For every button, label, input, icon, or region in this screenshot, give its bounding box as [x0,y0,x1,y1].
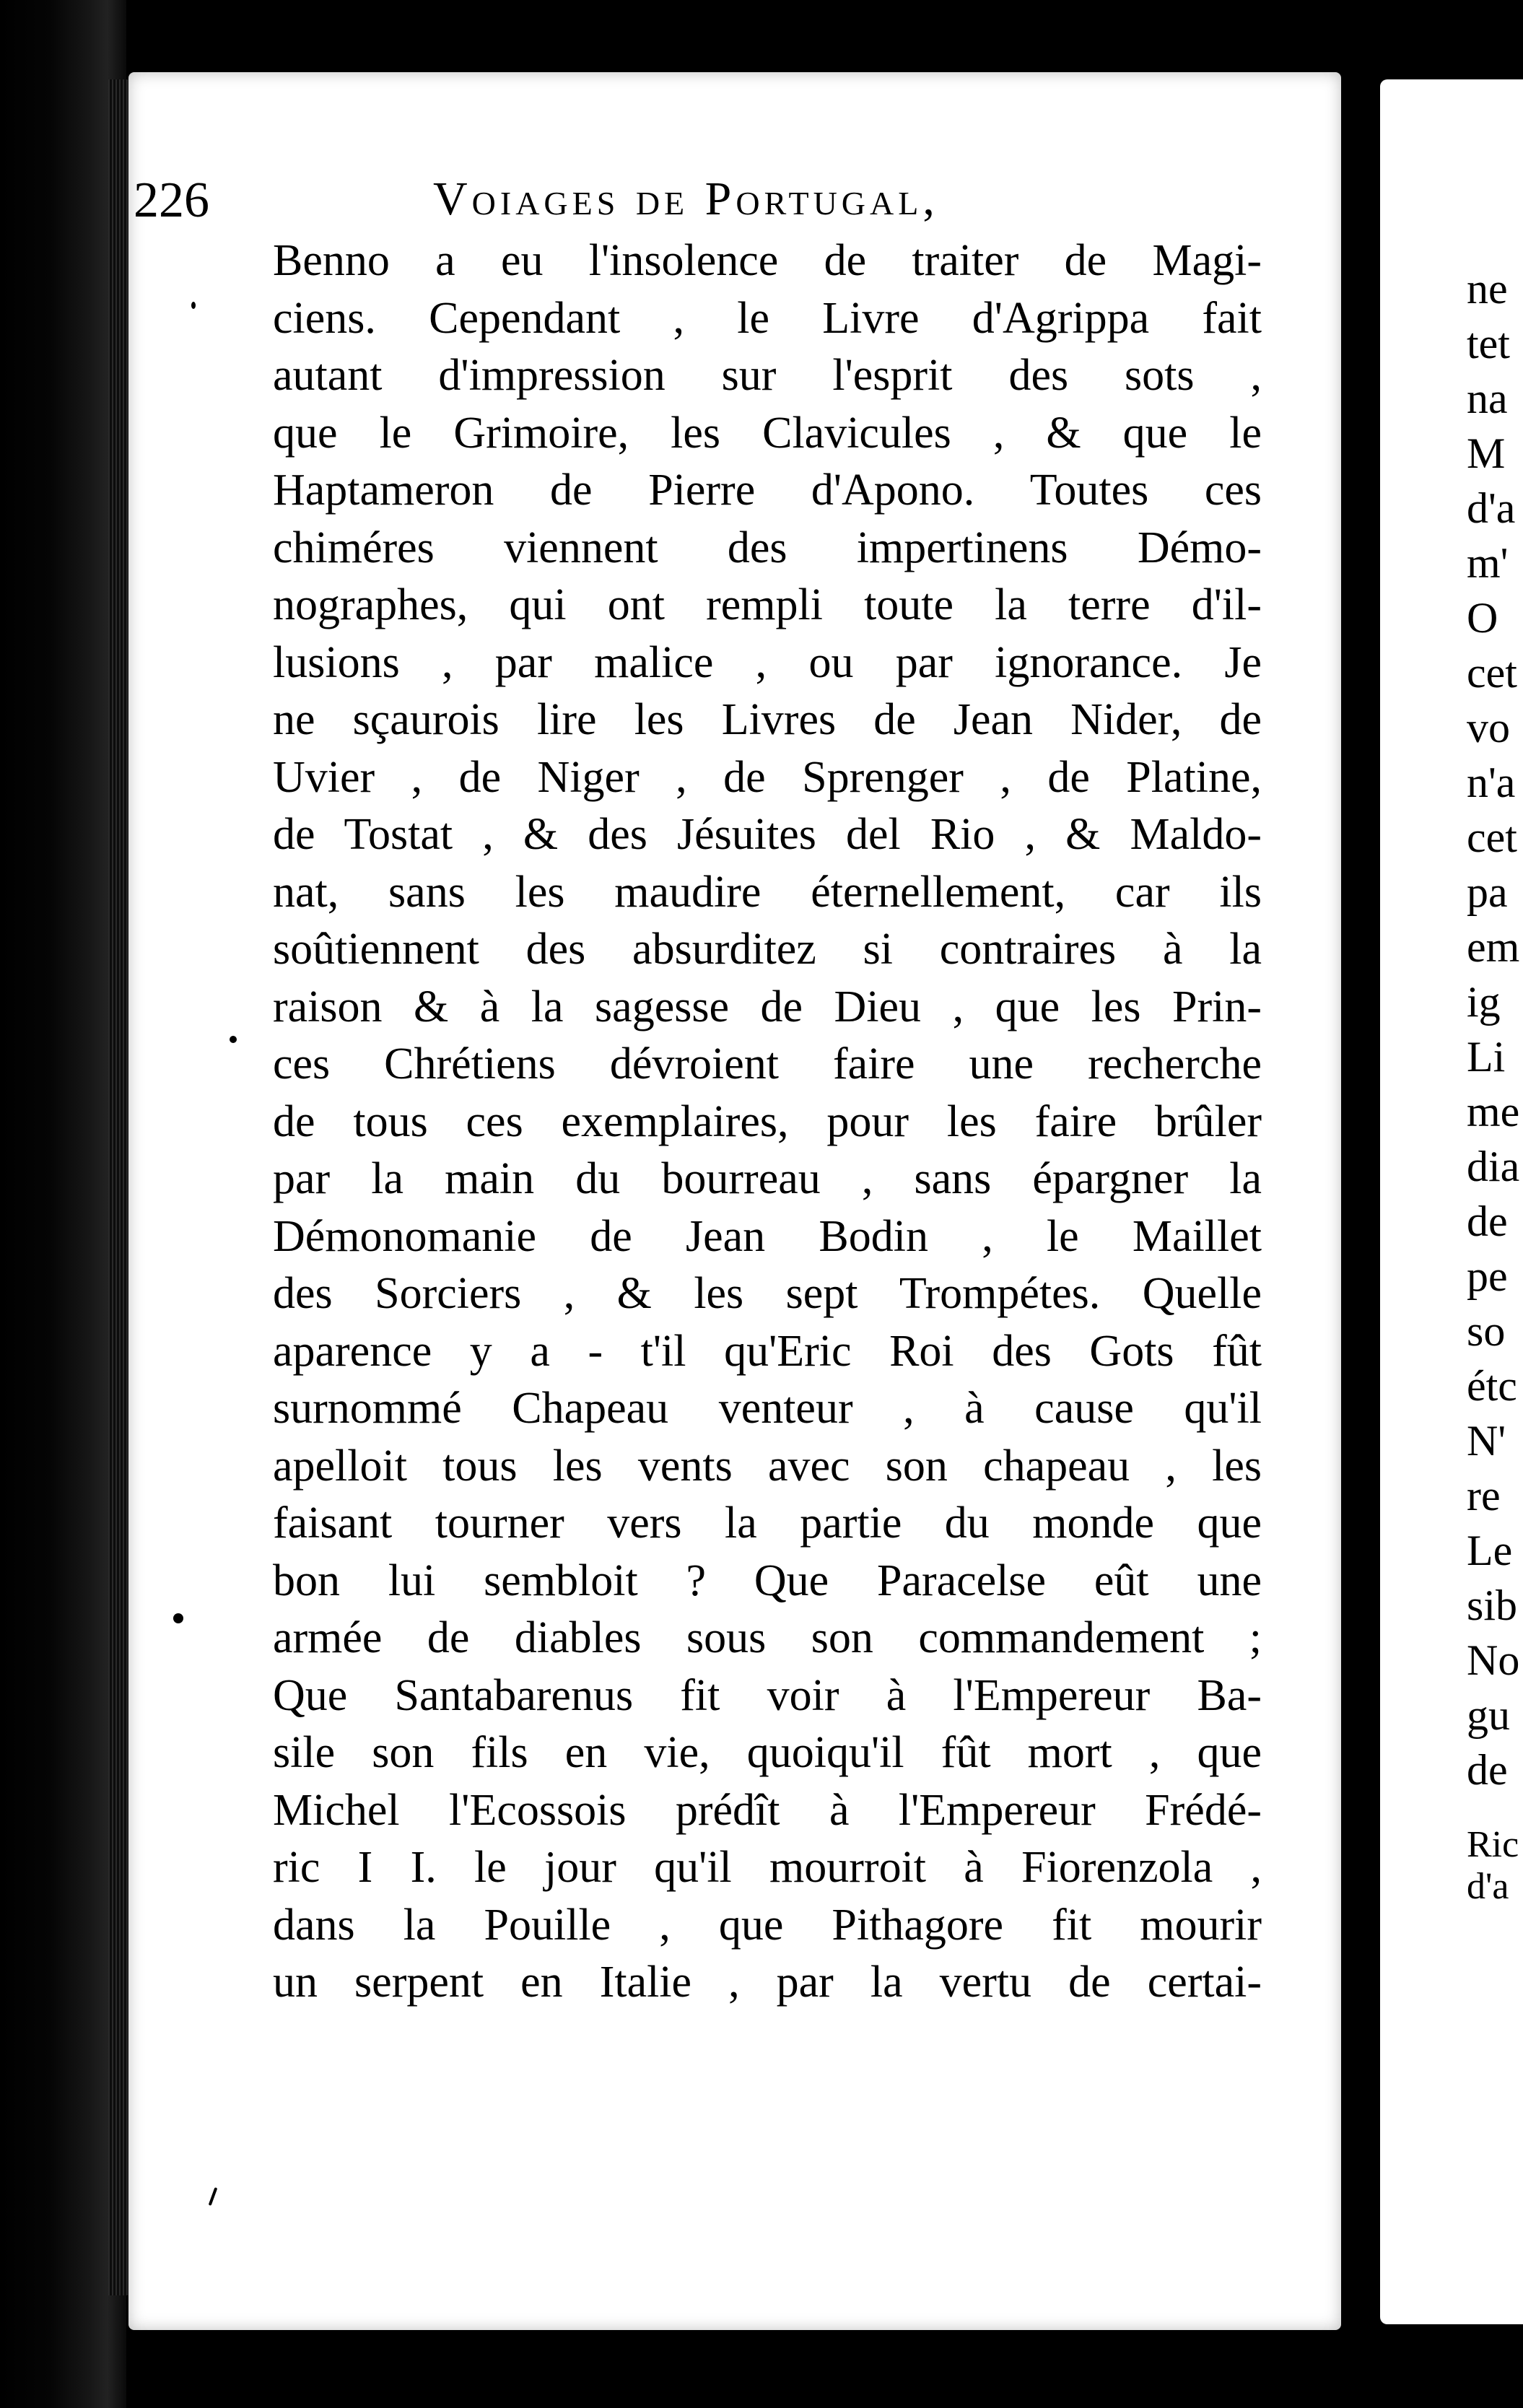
page-number: 226 [134,173,209,228]
facing-page-fragment: gu [1467,1691,1510,1739]
text-line: ciens. Cependant , le Livre d'Agrippa fait [273,293,1262,343]
text-line: Uvier , de Niger , de Sprenger , de Platine, [273,752,1262,802]
text-line: que le Grimoire, les Clavicules , & que le [273,408,1262,458]
text-line: ces Chrétiens dévroient faire une recherche [273,1039,1262,1089]
text-line: Benno a eu l'insolence de traiter de Magi- [273,236,1262,285]
facing-page-fragment: re [1467,1472,1501,1519]
facing-page-fragment: cet [1467,813,1517,861]
facing-page-fragment: pa [1467,868,1508,916]
facing-page-fragment: de [1467,1198,1508,1245]
facing-page-fragment: de [1467,1746,1508,1794]
text-line: autant d'impression sur l'esprit des sots , [273,351,1262,400]
facing-page-fragment: ne [1467,265,1508,313]
text-line: Que Santabarenus fit voir à l'Empereur Ba- [273,1670,1262,1720]
facing-page-fragment: m' [1467,539,1509,587]
ink-speck [173,1613,183,1623]
facing-page-fragment: tet [1467,320,1510,367]
facing-page-fragment: sib [1467,1582,1518,1629]
text-line: Michel l'Ecossois prédît à l'Empereur Frédé- [273,1785,1262,1835]
text-line: ric I I. le jour qu'il mourroit à Fiorenzola , [273,1843,1262,1892]
text-line: apelloit tous les vents avec son chapeau , les [273,1441,1262,1491]
facing-page-fragment: n'a [1467,759,1516,806]
text-line: de Tostat , & des Jésuites del Rio , & Maldo- [273,810,1262,859]
facing-page-fragment: na [1467,375,1508,422]
facing-page-fragment: Ric [1467,1824,1519,1865]
facing-page-fragment: Li [1467,1033,1506,1081]
text-line: chiméres viennent des impertinens Démo- [273,523,1262,572]
facing-page-fragment: étc [1467,1362,1517,1410]
ink-speck [230,1036,237,1043]
text-line: dans la Pouille , que Pithagore fit mourir [273,1900,1262,1950]
text-line: des Sorciers , & les sept Trompétes. Quelle [273,1269,1262,1318]
text-line: par la main du bourreau , sans épargner la [273,1154,1262,1203]
ink-speck [191,302,196,309]
facing-page-fragment: M [1467,429,1506,477]
text-line: Haptameron de Pierre d'Apono. Toutes ces [273,466,1262,515]
text-line: raison & à la sagesse de Dieu , que les Prin- [273,982,1262,1031]
book-binding-shadow [0,0,126,2408]
facing-page-fragment: cet [1467,649,1517,697]
page-text [273,232,1262,2012]
text-line: faisant tourner vers la partie du monde que [273,1499,1262,1548]
facing-page-fragment: dia [1467,1143,1520,1190]
facing-page-fragment: so [1467,1307,1506,1355]
text-line: sile son fils en vie, quoiqu'il fût mort , que [273,1728,1262,1777]
text-line: bon lui sembloit ? Que Paracelse eût une [273,1556,1262,1605]
text-line: aparence y a - t'il qu'Eric Roi des Gots fût [273,1326,1262,1376]
facing-page-fragment: me [1467,1088,1520,1135]
facing-page-fragment: vo [1467,704,1510,751]
facing-page-fragment: N' [1467,1417,1506,1465]
facing-page-fragment: d'a [1467,484,1516,532]
facing-page-fragment: d'a [1467,1866,1509,1907]
text-line: nat, sans les maudire éternellement, car ils [273,867,1262,917]
text-line: lusions , par malice , ou par ignorance. Je [273,637,1262,687]
facing-page-fragment: ig [1467,978,1501,1026]
facing-page-fragment: No [1467,1636,1520,1684]
facing-page-fragment: Le [1467,1527,1513,1574]
text-line: surnommé Chapeau venteur , à cause qu'il [273,1384,1262,1433]
facing-page-fragment: O [1467,594,1498,642]
text-line: nographes, qui ont rempli toute la terre d'il- [273,580,1262,629]
running-title: Voiages de Portugal, [433,173,939,225]
facing-page [1380,79,1523,2324]
text-line: Démonomanie de Jean Bodin , le Maillet [273,1211,1262,1261]
text-line: armée de diables sous son commandement ; [273,1613,1262,1662]
text-line: un serpent en Italie , par la vertu de certai- [273,1958,1262,2007]
text-line: soûtiennent des absurditez si contraires à la [273,925,1262,974]
page-gutter [1344,0,1380,2408]
text-line: ne sçaurois lire les Livres de Jean Nider, de [273,695,1262,744]
facing-page-fragment: pe [1467,1252,1508,1300]
facing-page-fragment: em [1467,923,1520,971]
text-line: de tous ces exemplaires, pour les faire brûler [273,1096,1262,1146]
